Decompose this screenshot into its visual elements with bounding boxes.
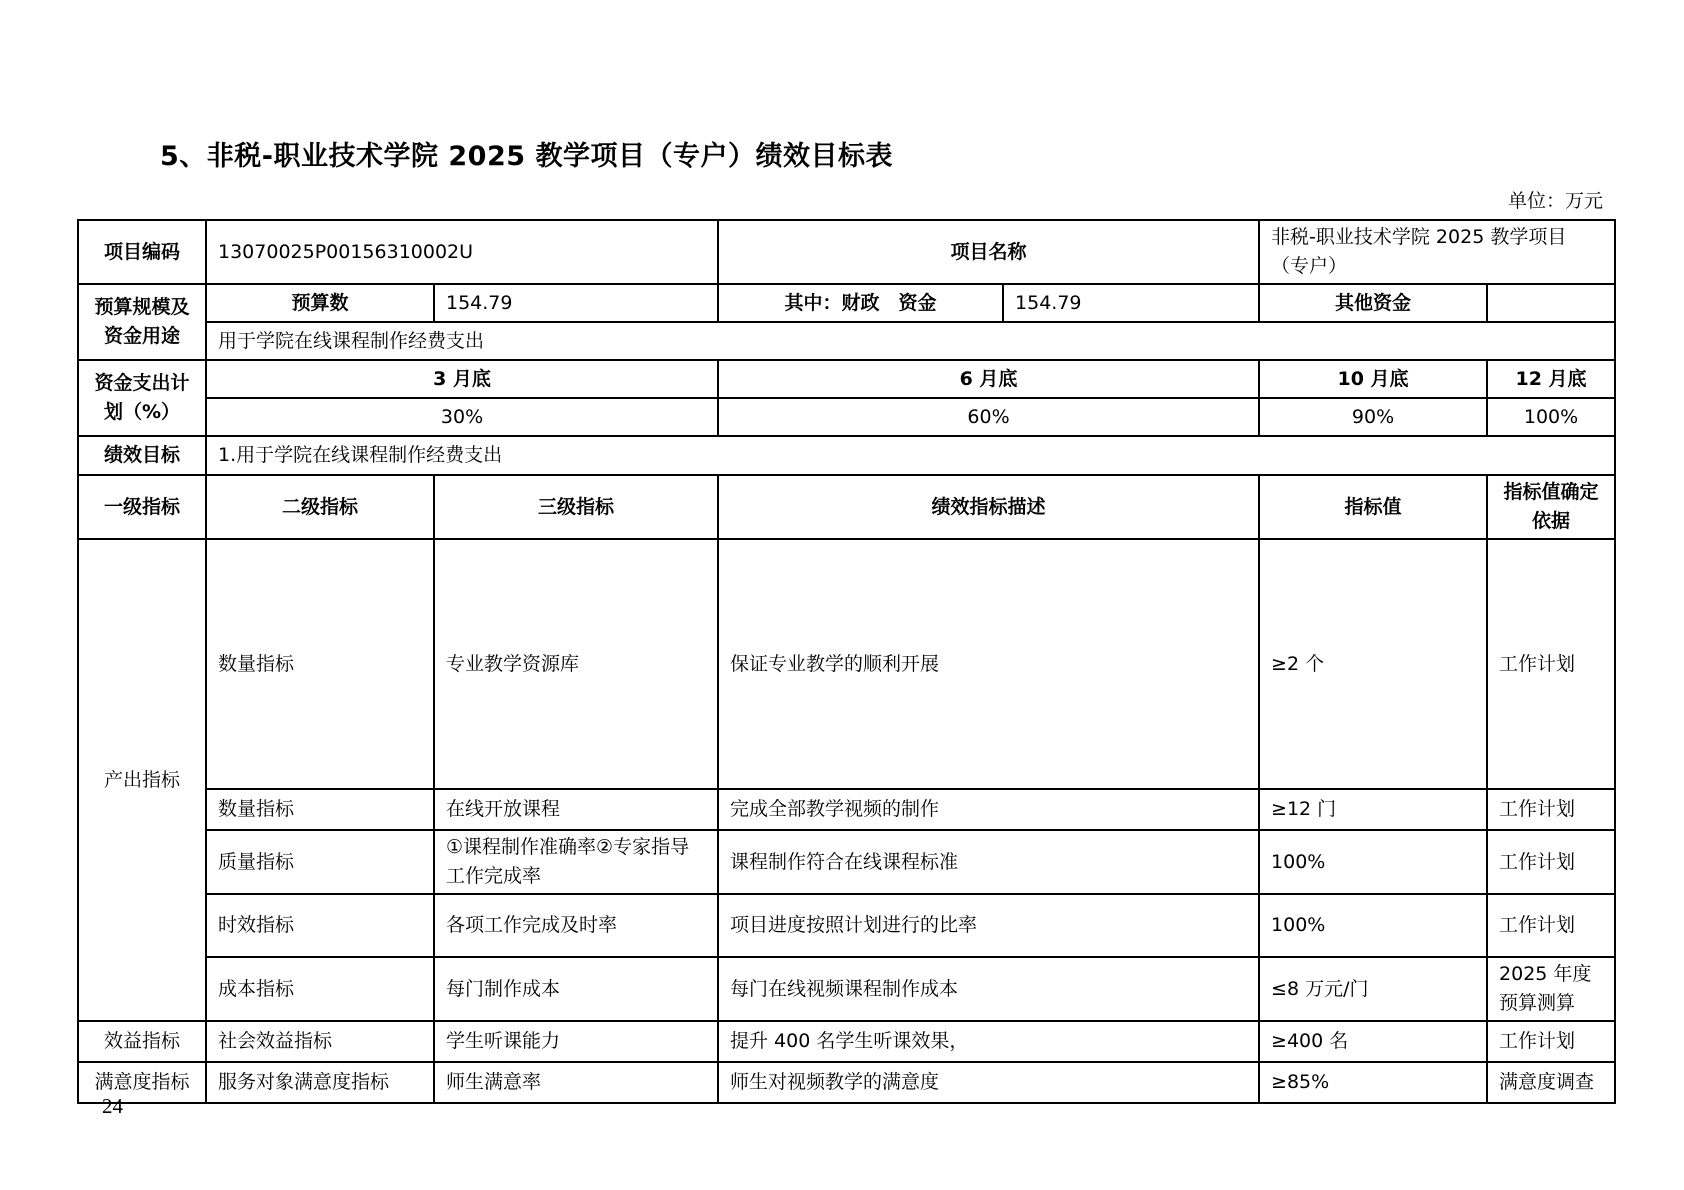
basis-cell: 工作计划 (1487, 539, 1615, 789)
basis-cell: 2025 年度预算测算 (1487, 957, 1615, 1021)
plan-header-december: 12 月底 (1487, 360, 1615, 398)
group-satisfaction-label: 满意度指标 (78, 1062, 206, 1103)
budget-row (78, 284, 1615, 322)
description-cell: 课程制作符合在线课程标准 (718, 830, 1259, 894)
basis-cell: 工作计划 (1487, 789, 1615, 830)
header-description: 绩效指标描述 (718, 475, 1259, 539)
budget-amount-value: 154.79 (434, 284, 718, 322)
level3-cell: 每门制作成本 (434, 957, 718, 1021)
unit-label: 单位：万元 (1507, 190, 1603, 212)
group-benefit-label: 效益指标 (78, 1021, 206, 1062)
header-level3: 三级指标 (434, 475, 718, 539)
value-cell: ≥2 个 (1259, 539, 1487, 789)
table-row (78, 830, 1615, 894)
table-row (78, 789, 1615, 830)
description-cell: 师生对视频教学的满意度 (718, 1062, 1259, 1103)
level3-cell: 在线开放课程 (434, 789, 718, 830)
description-cell: 提升 400 名学生听课效果， (718, 1021, 1259, 1062)
performance-target-table (77, 219, 1616, 1104)
value-cell: ≥400 名 (1259, 1021, 1487, 1062)
plan-header-march: 3 月底 (206, 360, 718, 398)
description-cell: 完成全部教学视频的制作 (718, 789, 1259, 830)
plan-value-june: 60% (718, 398, 1259, 436)
spending-plan-label: 资金支出计划（%） (78, 360, 206, 436)
level3-cell: 师生满意率 (434, 1062, 718, 1103)
group-output-label: 产出指标 (78, 539, 206, 1021)
description-cell: 每门在线视频课程制作成本 (718, 957, 1259, 1021)
plan-header-june: 6 月底 (718, 360, 1259, 398)
value-cell: 100% (1259, 894, 1487, 957)
project-code-label: 项目编码 (78, 220, 206, 284)
table-row (78, 539, 1615, 789)
header-level2: 二级指标 (206, 475, 434, 539)
budget-amount-label: 预算数 (206, 284, 434, 322)
budget-usage-row (78, 322, 1615, 360)
indicator-header-row (78, 475, 1615, 539)
level2-cell: 数量指标 (206, 789, 434, 830)
basis-cell: 满意度调查 (1487, 1062, 1615, 1103)
document-title: 5、非税-职业技术学院 2025 教学项目（专户）绩效目标表 (160, 141, 893, 172)
basis-cell: 工作计划 (1487, 1021, 1615, 1062)
level3-cell: 学生听课能力 (434, 1021, 718, 1062)
description-cell: 保证专业教学的顺利开展 (718, 539, 1259, 789)
table-row (78, 894, 1615, 957)
level2-cell: 成本指标 (206, 957, 434, 1021)
table-row (78, 1021, 1615, 1062)
plan-value-october: 90% (1259, 398, 1487, 436)
other-funds-value (1487, 284, 1615, 322)
plan-value-december: 100% (1487, 398, 1615, 436)
budget-label: 预算规模及资金用途 (78, 284, 206, 360)
project-name-value: 非税-职业技术学院 2025 教学项目（专户） (1259, 220, 1615, 284)
level3-cell: 专业教学资源库 (434, 539, 718, 789)
plan-values-row (78, 398, 1615, 436)
level2-cell: 数量指标 (206, 539, 434, 789)
level2-cell: 质量指标 (206, 830, 434, 894)
value-cell: ≥12 门 (1259, 789, 1487, 830)
other-funds-label: 其他资金 (1259, 284, 1487, 322)
level2-cell: 社会效益指标 (206, 1021, 434, 1062)
goal-row (78, 436, 1615, 475)
budget-usage-value: 用于学院在线课程制作经费支出 (206, 322, 1615, 360)
header-basis: 指标值确定依据 (1487, 475, 1615, 539)
plan-header-october: 10 月底 (1259, 360, 1487, 398)
table-row (78, 1062, 1615, 1103)
level3-cell: ①课程制作准确率②专家指导工作完成率 (434, 830, 718, 894)
value-cell: ≤8 万元/门 (1259, 957, 1487, 1021)
page-number: 24 (102, 1094, 123, 1118)
performance-goal-text: 1.用于学院在线课程制作经费支出 (206, 436, 1615, 475)
level2-cell: 时效指标 (206, 894, 434, 957)
plan-header-row (78, 360, 1615, 398)
project-name-label: 项目名称 (718, 220, 1259, 284)
basis-cell: 工作计划 (1487, 830, 1615, 894)
value-cell: ≥85% (1259, 1062, 1487, 1103)
header-value: 指标值 (1259, 475, 1487, 539)
description-cell: 项目进度按照计划进行的比率 (718, 894, 1259, 957)
basis-cell: 工作计划 (1487, 894, 1615, 957)
fiscal-funds-label: 其中：财政 资金 (718, 284, 1003, 322)
header-level1: 一级指标 (78, 475, 206, 539)
plan-value-march: 30% (206, 398, 718, 436)
value-cell: 100% (1259, 830, 1487, 894)
performance-goal-label: 绩效目标 (78, 436, 206, 475)
level3-cell: 各项工作完成及时率 (434, 894, 718, 957)
table-row (78, 957, 1615, 1021)
level2-cell: 服务对象满意度指标 (206, 1062, 434, 1103)
project-code-value: 13070025P00156310002U (206, 220, 718, 284)
fiscal-funds-value: 154.79 (1003, 284, 1259, 322)
project-info-row (78, 220, 1615, 284)
